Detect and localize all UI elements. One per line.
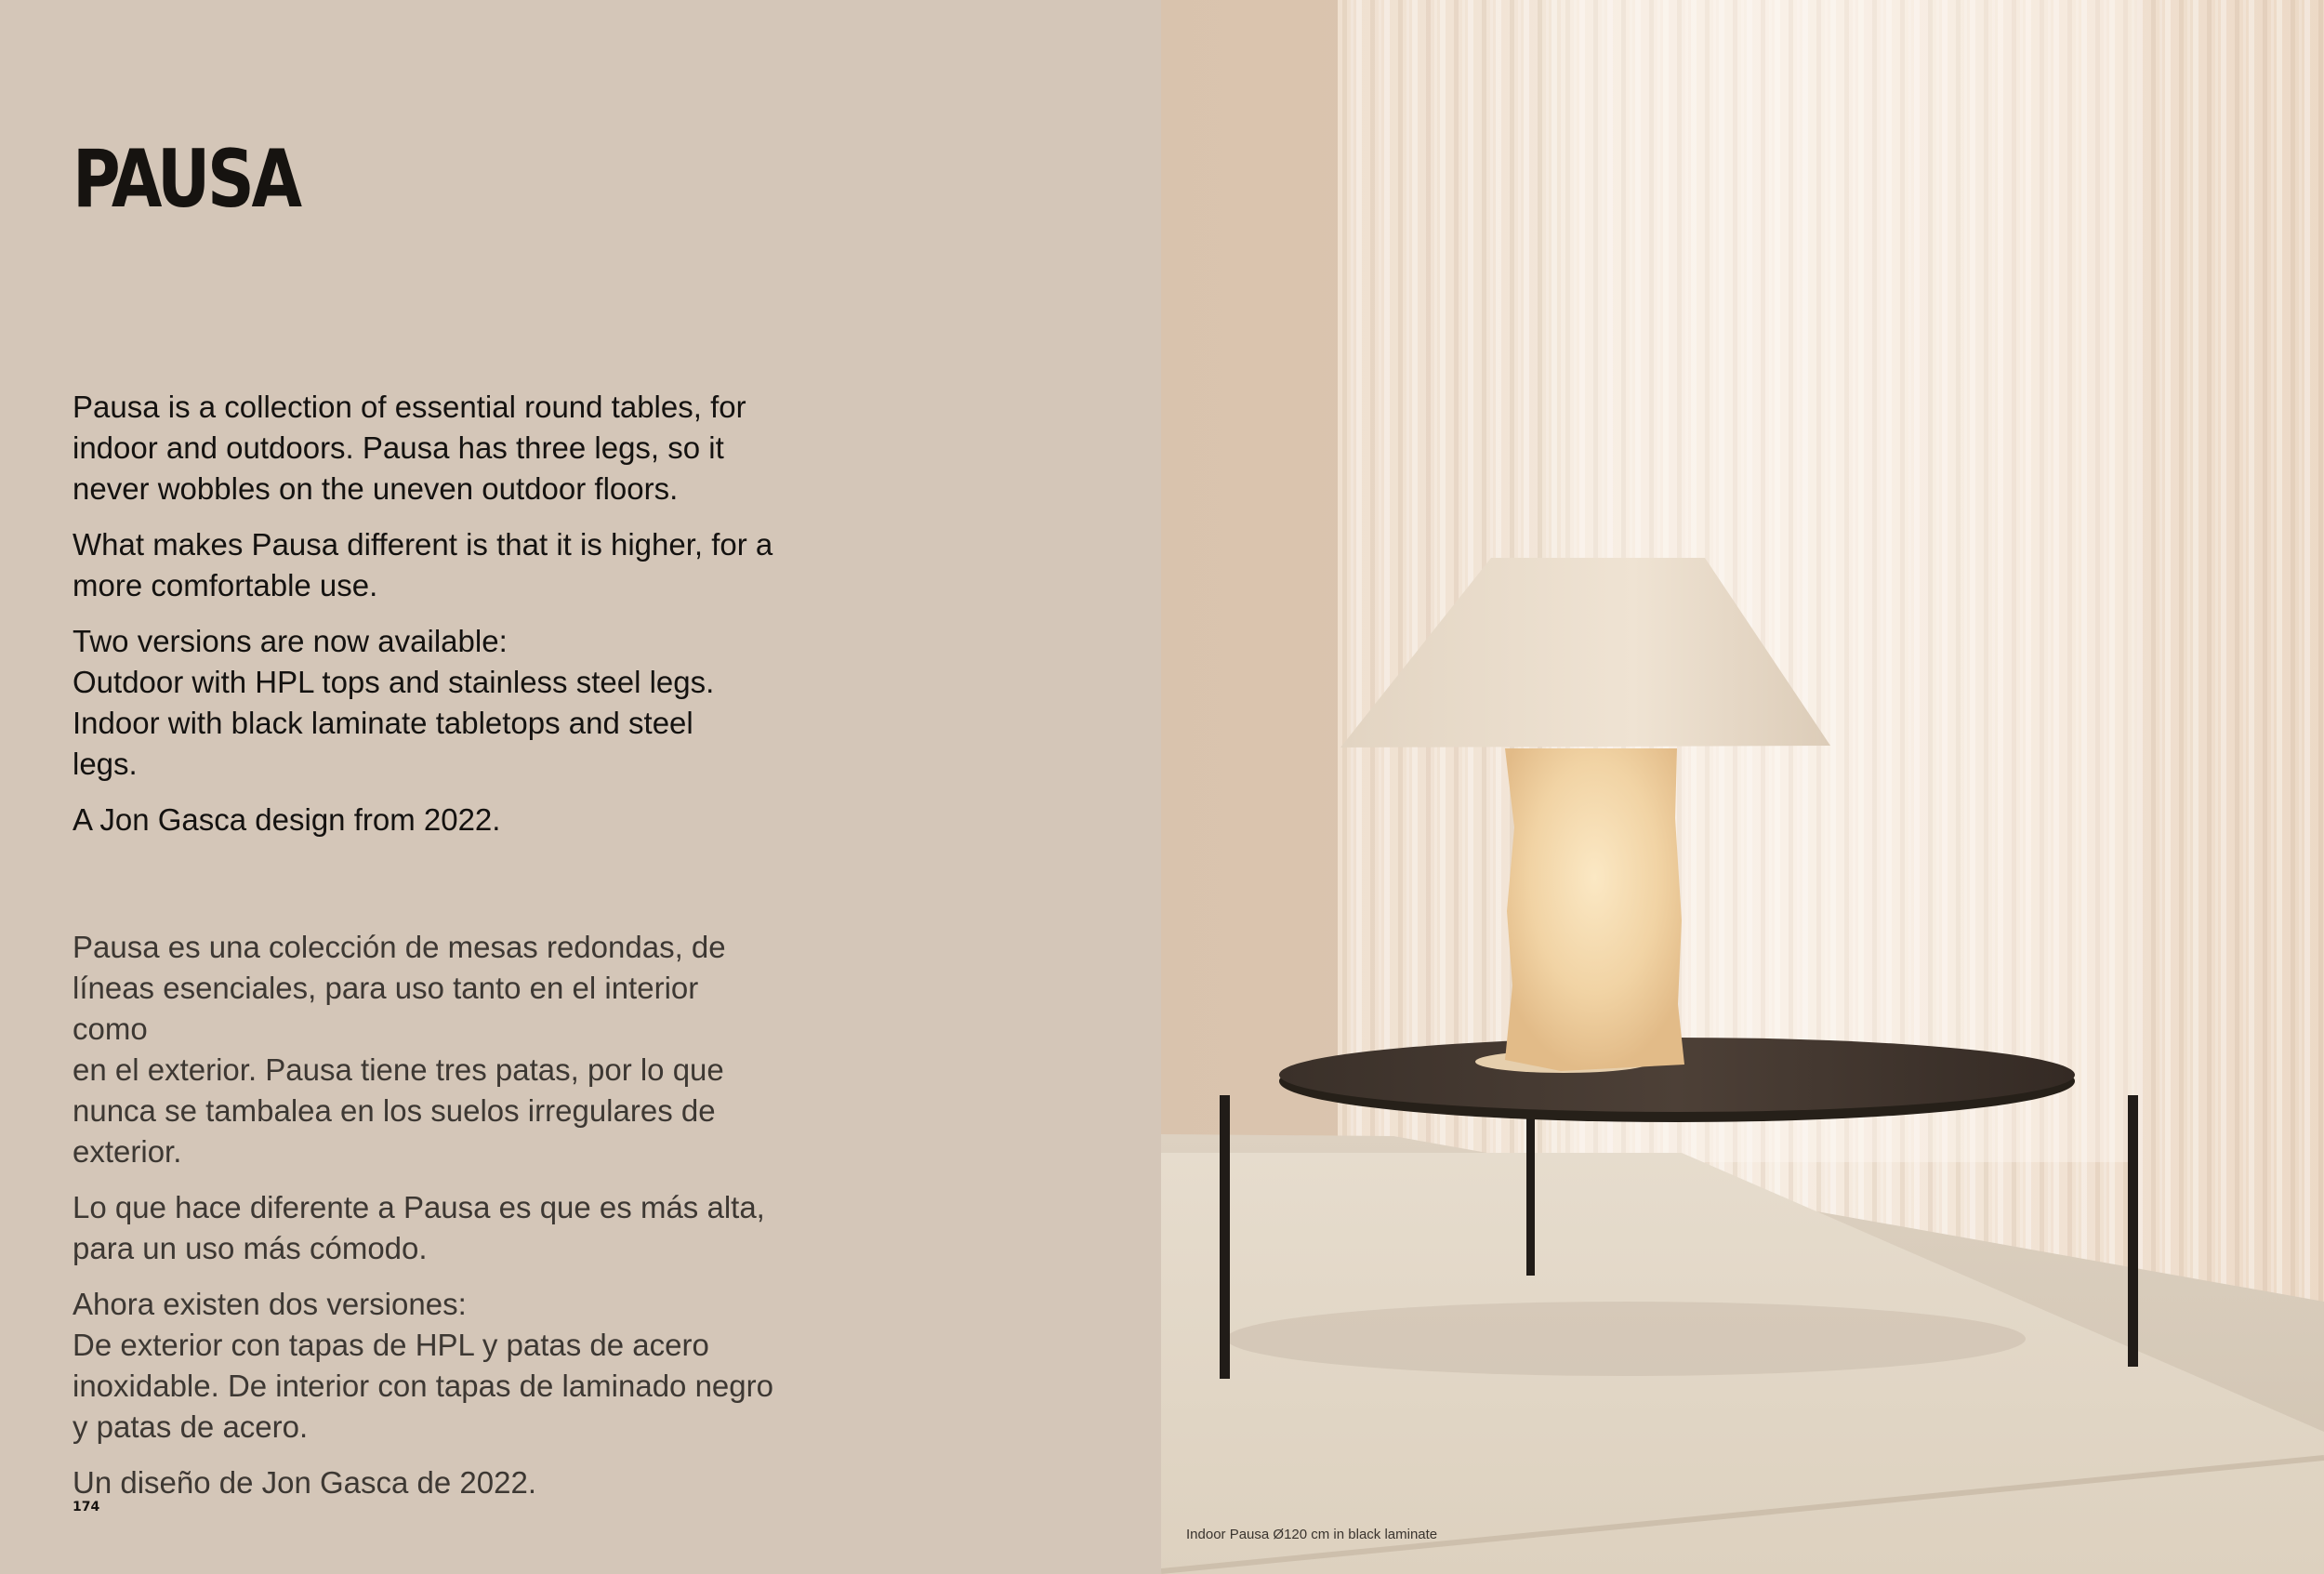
- text-line: What makes Pausa different is that it is higher, for a: [73, 527, 773, 562]
- product-title: PAUSA: [73, 133, 299, 226]
- spanish-paragraph: [73, 1187, 779, 1269]
- english-paragraph: [73, 800, 779, 840]
- right-page: [1161, 0, 2324, 1574]
- text-line: nunca se tambalea en los suelos irregulares de: [73, 1093, 716, 1128]
- text-line: Outdoor with HPL tops and stainless steel legs.: [73, 665, 715, 699]
- text-line: y patas de acero.: [73, 1409, 309, 1444]
- text-line: líneas esenciales, para uso tanto en el interior como: [73, 971, 699, 1046]
- text-line: legs.: [73, 747, 138, 781]
- spanish-paragraph: [73, 1284, 779, 1448]
- photo-caption: Indoor Pausa Ø120 cm in black laminate: [1186, 1527, 1438, 1542]
- text-line: exterior.: [73, 1134, 182, 1169]
- table-leg: [1526, 1116, 1535, 1276]
- english-paragraph: [73, 524, 779, 606]
- product-photo: [1161, 0, 2324, 1574]
- text-line: Un diseño de Jon Gasca de 2022.: [73, 1465, 537, 1500]
- text-line: never wobbles on the uneven outdoor floors.: [73, 471, 679, 506]
- english-paragraph: [73, 387, 779, 509]
- spanish-description: [73, 927, 779, 1518]
- text-line: Pausa es una colección de mesas redondas, de: [73, 930, 726, 964]
- text-line: more comfortable use.: [73, 568, 378, 602]
- table-shadow: [1226, 1302, 2026, 1376]
- text-line: inoxidable. De interior con tapas de laminado negro: [73, 1369, 773, 1403]
- english-description: [73, 387, 779, 855]
- text-line: para un uso más cómodo.: [73, 1231, 428, 1265]
- text-line: Lo que hace diferente a Pausa es que es más alta,: [73, 1190, 765, 1224]
- left-page: [0, 0, 1161, 1574]
- text-line: De exterior con tapas de HPL y patas de acero: [73, 1328, 709, 1362]
- table-leg: [2128, 1095, 2138, 1367]
- spanish-paragraph: [73, 927, 779, 1172]
- text-line: indoor and outdoors. Pausa has three legs, so it: [73, 430, 724, 465]
- text-line: A Jon Gasca design from 2022.: [73, 802, 501, 837]
- spanish-paragraph: [73, 1462, 779, 1503]
- page-number: 174: [73, 1500, 100, 1514]
- english-paragraph: [73, 621, 779, 785]
- text-line: Ahora existen dos versiones:: [73, 1287, 467, 1321]
- text-line: Indoor with black laminate tabletops and steel: [73, 706, 693, 740]
- table-leg: [1220, 1095, 1230, 1379]
- text-line: Two versions are now available:: [73, 624, 508, 658]
- lamp-body: [1505, 748, 1684, 1071]
- text-line: en el exterior. Pausa tiene tres patas, por lo que: [73, 1052, 724, 1087]
- text-line: Pausa is a collection of essential round tables, for: [73, 390, 746, 424]
